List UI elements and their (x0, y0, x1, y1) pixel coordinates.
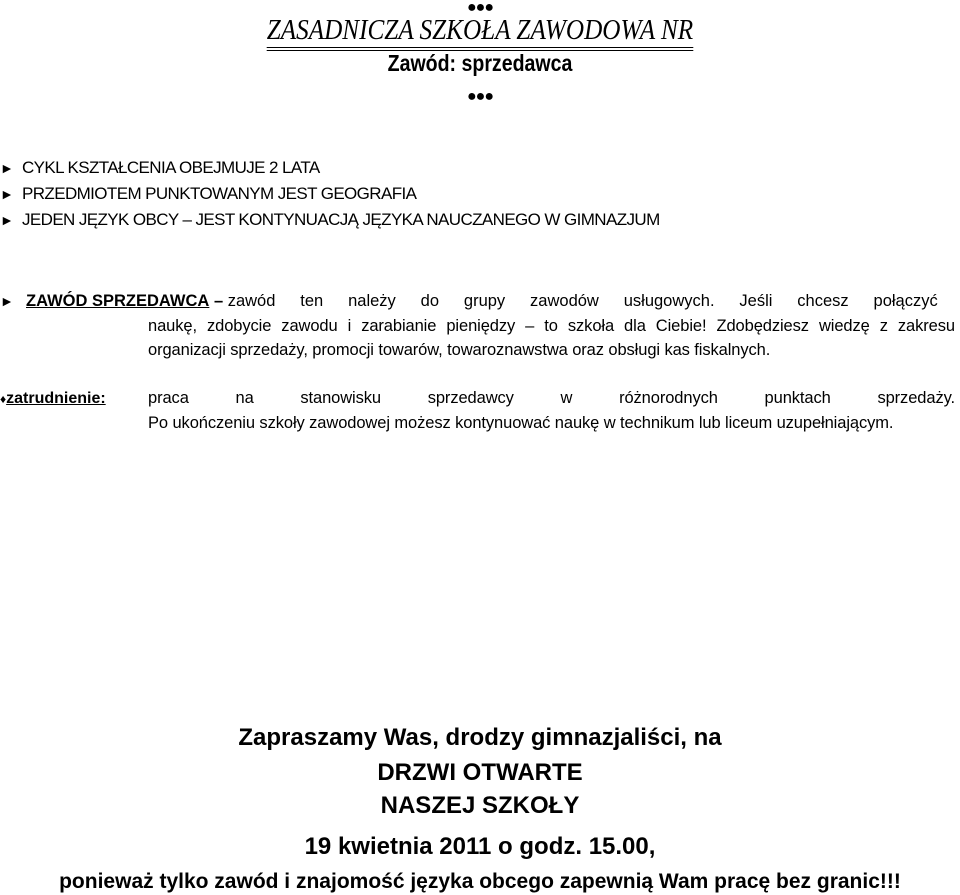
employment-first-line: praca na stanowisku sprzedawcy w różnorodnych punktach sprzedaży. (148, 389, 955, 407)
dash: – (213, 292, 224, 310)
top-ornament: ●●● (467, 0, 493, 16)
closing-slogan: ponieważ tylko zawód i znajomość języka obcego zapewnią Wam pracę bez granic!!! (59, 870, 901, 893)
profession-first-line: zawód ten należy do grupy zawodów usługowych. Jeśli chcesz połączyć (227, 292, 938, 310)
triangle-bullet-icon: ► (0, 212, 14, 228)
event-date: 19 kwietnia 2011 o godz. 15.00, (304, 833, 656, 860)
open-day-heading: DRZWI OTWARTE (377, 759, 583, 786)
triangle-bullet-icon: ► (0, 186, 14, 202)
profession-lead (0, 289, 938, 313)
employment-description: Po ukończeniu szkoły zawodowej możesz kontynuować naukę w technikum lub liceum uzupełniającym. (148, 414, 894, 432)
triangle-bullet-icon: ► (0, 160, 14, 176)
triangle-bullet-icon: ► (0, 293, 14, 309)
diamond-bullet-icon: ♦ (0, 392, 7, 406)
bottom-ornament: ●●● (467, 88, 493, 105)
profession-label: ZAWÓD SPRZEDAWCA (26, 292, 210, 310)
bullet-text: PRZEDMIOTEM PUNKTOWANYM JEST GEOGRAFIA (22, 184, 417, 203)
employment-label: zatrudnienie: (6, 390, 106, 407)
employment-lead (0, 386, 106, 411)
school-heading: NASZEJ SZKOŁY (380, 792, 580, 819)
invitation-line: Zapraszamy Was, drodzy gimnazjaliści, na (238, 724, 722, 751)
bullet-item (0, 210, 660, 230)
bullet-item (0, 158, 320, 178)
school-title (0, 15, 960, 51)
profession-description: naukę, zdobycie zawodu i zarabianie pieniędzy – to szkoła dla Ciebie! Zdobędziesz wiedzę z zakresu organizacji sprzedaży, promocji towarów, towaroznawstwa oraz obsługi kas fiskalnych. (148, 317, 955, 359)
profession-subtitle: Zawód: sprzedawca (387, 50, 573, 76)
bullet-text: CYKL KSZTAŁCENIA OBEJMUJE 2 LATA (22, 158, 320, 177)
bullet-text: JEDEN JĘZYK OBCY – JEST KONTYNUACJĄ JĘZYKA NAUCZANEGO W GIMNAZJUM (22, 210, 660, 229)
school-title-text: ZASADNICZA SZKOŁA ZAWODOWA NR (267, 15, 693, 51)
bullet-item (0, 184, 416, 204)
